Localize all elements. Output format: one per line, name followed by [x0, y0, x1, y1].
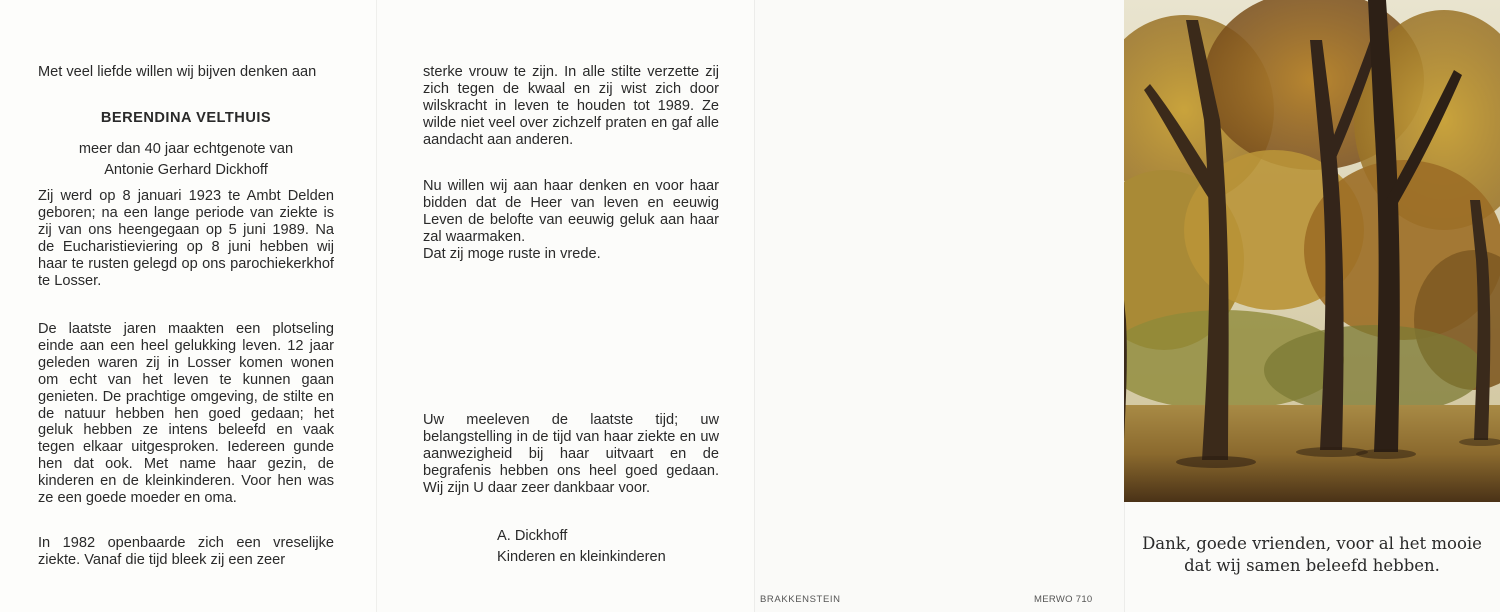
biography-paragraph-3: In 1982 openbaarde zich een vreselijke ziekte. Vanaf die tijd bleek zij een zeer: [38, 535, 334, 568]
intro-text: Met veel liefde willen wij bijven denken aan: [38, 64, 317, 80]
spouse-block: [38, 139, 334, 181]
signature-family: Kinderen en kleinkinderen: [497, 549, 666, 565]
thanks-paragraph: Uw meeleven de laatste tijd; uw belangstelling in de tijd van haar ziekte en uw aanwezigheid bij haar uitvaart en de begrafenis hebben ons heel goed gedaan. Wij zijn U daar zeer dankbaar voor.: [423, 412, 719, 496]
biography-paragraph-2: De laatste jaren maakten een plotseling einde aan een heel gelukking leven. 12 jaar geleden waren zij in Losser komen wonen om echt van het leven te kunnen gaan genieten. De prachtige omgeving, de stilte en de natuur hebben hen goed gedaan; het geluk hebben ze intens beleefd en vaak tegen elkaar uitgesproken. Iedereen gunde hen dat ook. Met name haar gezin, de kinderen en de kleinkinderen. Voor hen was ze een goede moeder en oma.: [38, 321, 334, 507]
autumn-forest-photo: [1124, 0, 1500, 502]
rest-in-peace-text: Dat zij moge ruste in vrede.: [423, 245, 601, 262]
biography-paragraph-1: Zij werd op 8 januari 1923 te Ambt Delden geboren; na een lange periode van ziekte is zij van ons heengegaan op 5 juni 1989. Na de Eucharistieviering op 8 juni hebben wij haar te rusten gelegd op ons parochiekerkhof te Losser.: [38, 188, 334, 289]
print-code: MERWO 710: [1034, 594, 1093, 605]
spouse-line-1: meer dan 40 jaar echtgenote van: [78, 141, 294, 157]
biography-paragraph-4: sterke vrouw te zijn. In alle stilte verzette zij zich tegen de kwaal en zij wist zich door wilskracht in leven te houden tot 1989. Ze wilde niet veel over zichzelf praten en gaf alle aandacht aan anderen.: [423, 64, 719, 148]
left-page: [0, 0, 376, 612]
spouse-name: Antonie Gerhard Dickhoff: [104, 162, 268, 178]
prayer-text: Nu willen wij aan haar denken en voor haar bidden dat de Heer van leven en eeuwig Leven de belofte van eeuwig geluk aan haar zal waarmaken.: [423, 178, 719, 245]
caption-line-2: dat wij samen beleefd hebben.: [1184, 556, 1440, 575]
deceased-name: BERENDINA VELTHUIS: [100, 110, 272, 126]
publisher-label: BRAKKENSTEIN: [760, 594, 841, 605]
signature-name: A. Dickhoff: [497, 528, 568, 544]
cover-caption: [1124, 533, 1500, 577]
prayer-paragraph: [423, 178, 719, 263]
signature-block: [497, 526, 727, 568]
caption-line-1: Dank, goede vrienden, voor al het mooie: [1142, 534, 1482, 553]
back-page: [754, 0, 1125, 612]
